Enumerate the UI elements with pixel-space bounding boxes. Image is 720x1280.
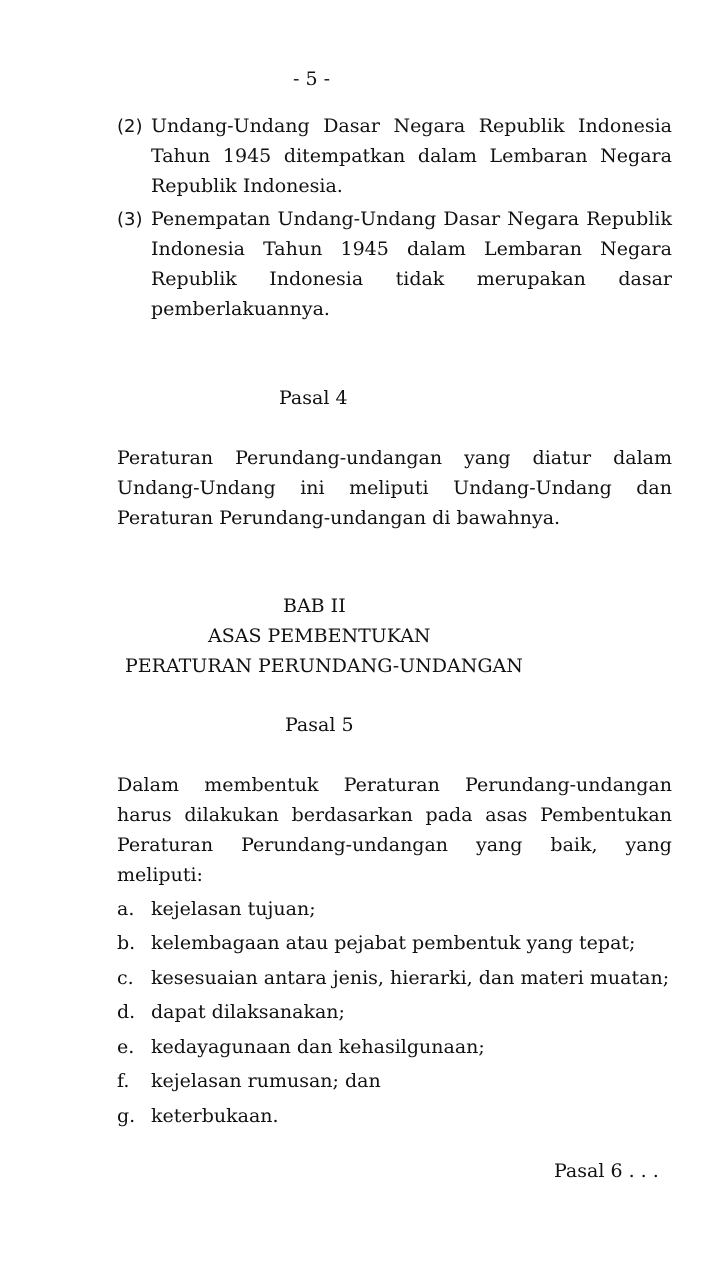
word: Perundang-undangan bbox=[465, 774, 672, 796]
list-letter: c. bbox=[117, 967, 134, 989]
word: Indonesia bbox=[578, 115, 672, 137]
paragraph-line bbox=[151, 208, 672, 230]
word: dalam bbox=[613, 447, 672, 469]
word: Dasar bbox=[443, 208, 501, 230]
list-item: kejelasan tujuan; bbox=[151, 898, 316, 920]
word: Perundang-undangan bbox=[235, 447, 443, 469]
word: Dalam bbox=[117, 774, 179, 796]
word: berdasarkan bbox=[291, 804, 413, 826]
paragraph-line bbox=[117, 804, 672, 826]
paragraph-line: Republik Indonesia. bbox=[151, 175, 343, 197]
word: Republik bbox=[586, 208, 672, 230]
word: Lembaran bbox=[489, 145, 588, 167]
word: ini bbox=[300, 477, 325, 499]
word: Negara bbox=[393, 115, 466, 137]
list-letter: g. bbox=[117, 1105, 136, 1127]
list-item: dapat dilaksanakan; bbox=[151, 1001, 345, 1023]
word: ditempatkan bbox=[283, 145, 406, 167]
list-letter: d. bbox=[117, 1001, 136, 1023]
list-letter: a. bbox=[117, 898, 135, 920]
article-heading: Pasal 4 bbox=[279, 387, 348, 409]
paragraph-line bbox=[117, 834, 672, 856]
word: Pembentukan bbox=[540, 804, 672, 826]
word: Perundang-undangan bbox=[241, 834, 449, 856]
word: 1945 bbox=[222, 145, 272, 167]
list-item: kedayagunaan dan kehasilgunaan; bbox=[151, 1036, 485, 1058]
list-letter: f. bbox=[117, 1070, 130, 1092]
paragraph-line bbox=[117, 477, 672, 499]
word: Negara bbox=[600, 238, 672, 260]
word: meliputi bbox=[349, 477, 429, 499]
word: Negara bbox=[507, 208, 580, 230]
word: Tahun bbox=[151, 145, 211, 167]
word: yang bbox=[475, 834, 523, 856]
paragraph-line bbox=[151, 115, 672, 137]
continuation-note: Pasal 6 . . . bbox=[554, 1160, 659, 1182]
word: Republik bbox=[478, 115, 565, 137]
word: yang bbox=[625, 834, 672, 856]
chapter-title: ASAS PEMBENTUKAN bbox=[208, 625, 431, 647]
word: merupakan bbox=[476, 268, 586, 290]
word: dalam bbox=[417, 145, 477, 167]
word: harus bbox=[117, 804, 172, 826]
list-item: kesesuaian antara jenis, hierarki, dan materi muatan; bbox=[151, 967, 670, 989]
paragraph-line: Peraturan Perundang-undangan di bawahnya. bbox=[117, 507, 561, 529]
word: dan bbox=[636, 477, 672, 499]
word: Dasar bbox=[323, 115, 380, 137]
word: Indonesia bbox=[151, 238, 245, 260]
chapter-title: PERATURAN PERUNDANG-UNDANGAN bbox=[125, 655, 523, 677]
word: Undang-Undang bbox=[453, 477, 612, 499]
paragraph-line bbox=[151, 145, 672, 167]
word: Tahun bbox=[263, 238, 323, 260]
word: Undang-Undang bbox=[277, 208, 437, 230]
word: Peraturan bbox=[117, 447, 214, 469]
paragraph-line bbox=[151, 238, 672, 260]
word: asas bbox=[485, 804, 528, 826]
word: pada bbox=[425, 804, 473, 826]
word: 1945 bbox=[340, 238, 389, 260]
word: Peraturan bbox=[117, 834, 214, 856]
page-number: - 5 - bbox=[293, 68, 331, 90]
word: dalam bbox=[406, 238, 466, 260]
word: membentuk bbox=[204, 774, 319, 796]
item-number: (2) bbox=[117, 116, 143, 137]
list-letter: b. bbox=[117, 932, 136, 954]
word: Lembaran bbox=[484, 238, 583, 260]
paragraph-line bbox=[151, 268, 672, 290]
paragraph-line bbox=[117, 774, 672, 796]
paragraph-line bbox=[117, 447, 672, 469]
list-item: keterbukaan. bbox=[151, 1105, 279, 1127]
list-item: kejelasan rumusan; dan bbox=[151, 1070, 381, 1092]
word: Penempatan bbox=[151, 208, 271, 230]
paragraph-line: meliputi: bbox=[117, 864, 203, 886]
word: baik, bbox=[550, 834, 598, 856]
item-number: (3) bbox=[117, 209, 143, 230]
word: Republik bbox=[151, 268, 237, 290]
article-heading: Pasal 5 bbox=[285, 714, 354, 736]
word: tidak bbox=[395, 268, 445, 290]
list-letter: e. bbox=[117, 1036, 135, 1058]
paragraph-line: pemberlakuannya. bbox=[151, 298, 330, 320]
word: yang bbox=[464, 447, 511, 469]
word: Undang-Undang bbox=[117, 477, 276, 499]
word: Undang-Undang bbox=[151, 115, 310, 137]
word: Peraturan bbox=[343, 774, 440, 796]
word: Indonesia bbox=[269, 268, 364, 290]
word: diatur bbox=[532, 447, 592, 469]
word: Negara bbox=[600, 145, 672, 167]
word: dasar bbox=[618, 268, 672, 290]
list-item: kelembagaan atau pejabat pembentuk yang tepat; bbox=[151, 932, 636, 954]
chapter-number: BAB II bbox=[283, 595, 346, 617]
word: dilakukan bbox=[184, 804, 279, 826]
